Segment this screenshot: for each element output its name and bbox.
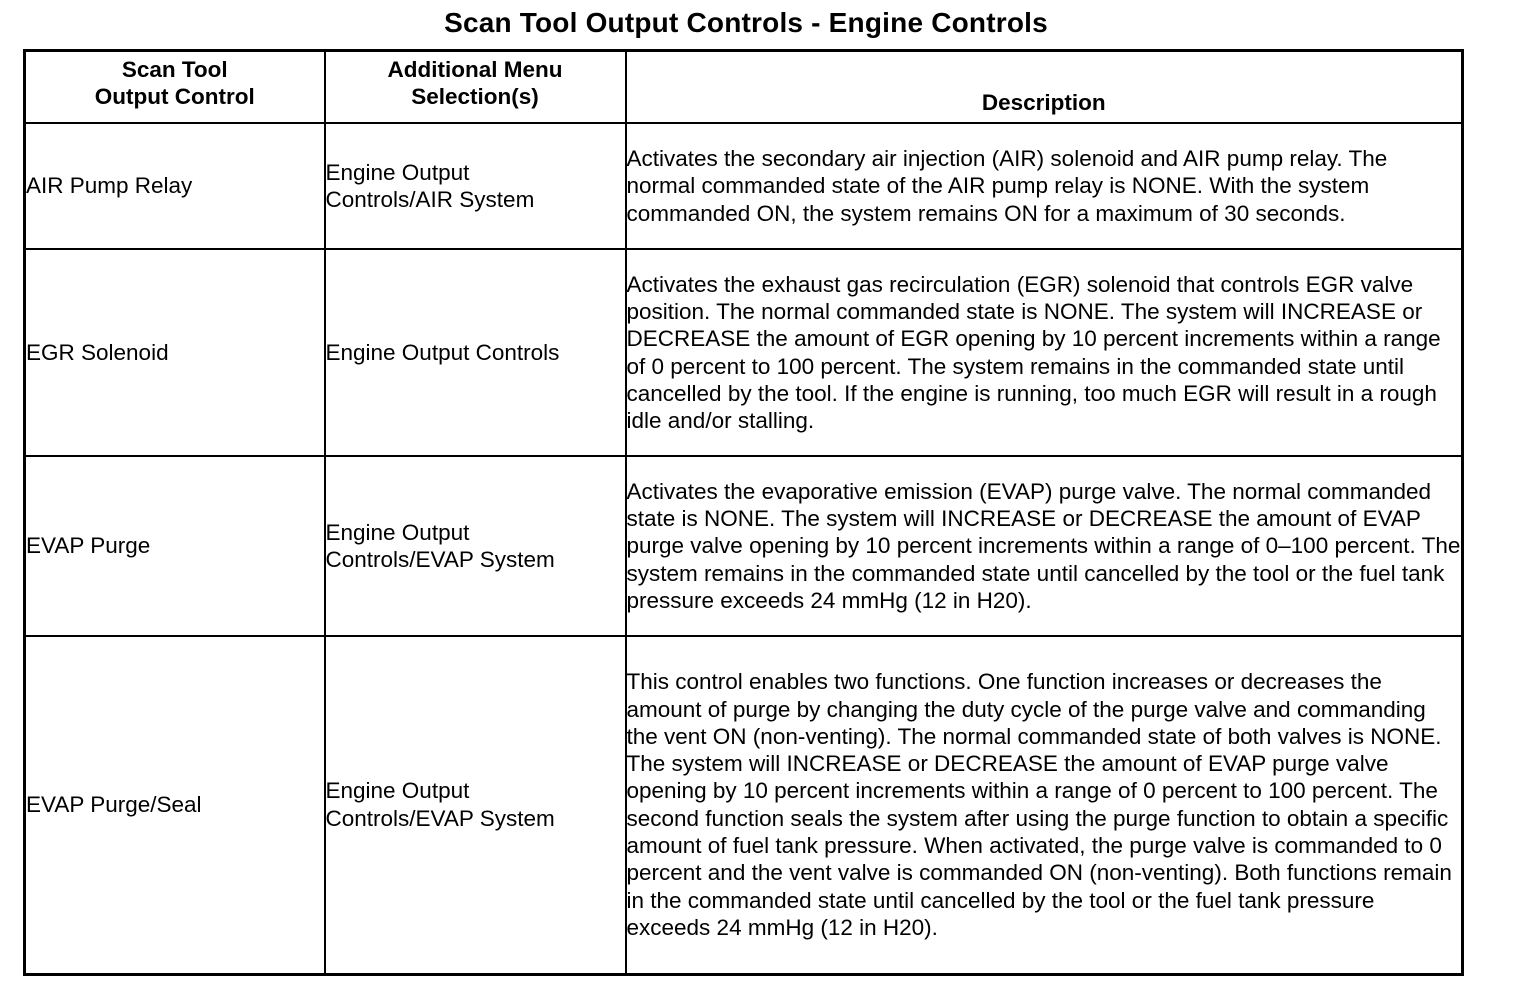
- output-control-cell: EVAP Purge/Seal: [25, 636, 325, 974]
- menu-selection-cell: Engine Output Controls/AIR System: [325, 123, 626, 249]
- output-control-cell: EGR Solenoid: [25, 249, 325, 456]
- page-title: Scan Tool Output Controls - Engine Controls: [444, 7, 1048, 38]
- table-row: [25, 456, 1463, 636]
- menu-selection-cell: Engine Output Controls: [325, 249, 626, 456]
- output-control-cell: EVAP Purge: [25, 456, 325, 636]
- table-row: [25, 636, 1463, 974]
- header-menu-selections: Additional Menu Selection(s): [325, 51, 626, 124]
- description-cell: This control enables two functions. One function increases or decreases the amount of purge by changing the duty cycle of the purge valve and commanding the vent ON (non-venting). The normal commanded state of both valves is NONE. The system will INCREASE or DECREASE the amount of EVAP purge valve opening by 10 percent increments within a range of 0 percent to 100 percent. The second function seals the system after using the purge function to obtain a specific amount of fuel tank pressure. When activated, the purge valve is commanded to 0 percent and the vent valve is commanded ON (non-venting). Both functions remain in the commanded state until cancelled by the tool or the fuel tank pressure exceeds 24 mmHg (12 in H20).: [626, 636, 1463, 974]
- output-control-cell: AIR Pump Relay: [25, 123, 325, 249]
- table-row: [25, 123, 1463, 249]
- header-output-control: Scan Tool Output Control: [25, 51, 325, 124]
- header-description: Description: [626, 51, 1463, 124]
- description-cell: Activates the exhaust gas recirculation (EGR) solenoid that controls EGR valve position. The normal commanded state is NONE. The system will INCREASE or DECREASE the amount of EGR opening by 10 percent increments within a range of 0 percent to 100 percent. The system remains in the commanded state until cancelled by the tool. If the engine is running, too much EGR will result in a rough idle and/or stalling.: [626, 249, 1463, 456]
- table-row: [25, 249, 1463, 456]
- menu-selection-cell: Engine Output Controls/EVAP System: [325, 456, 626, 636]
- menu-selection-cell: Engine Output Controls/EVAP System: [325, 636, 626, 974]
- table-header-row: [25, 51, 1463, 124]
- description-cell: Activates the secondary air injection (AIR) solenoid and AIR pump relay. The normal commanded state of the AIR pump relay is NONE. With the system commanded ON, the system remains ON for a maximum of 30 seconds.: [626, 123, 1463, 249]
- description-cell: Activates the evaporative emission (EVAP) purge valve. The normal commanded state is NONE. The system will INCREASE or DECREASE the amount of EVAP purge valve opening by 10 percent increments within a range of 0–100 percent. The system remains in the commanded state until cancelled by the tool or the fuel tank pressure exceeds 24 mmHg (12 in H20).: [626, 456, 1463, 636]
- output-controls-table: [23, 49, 1464, 976]
